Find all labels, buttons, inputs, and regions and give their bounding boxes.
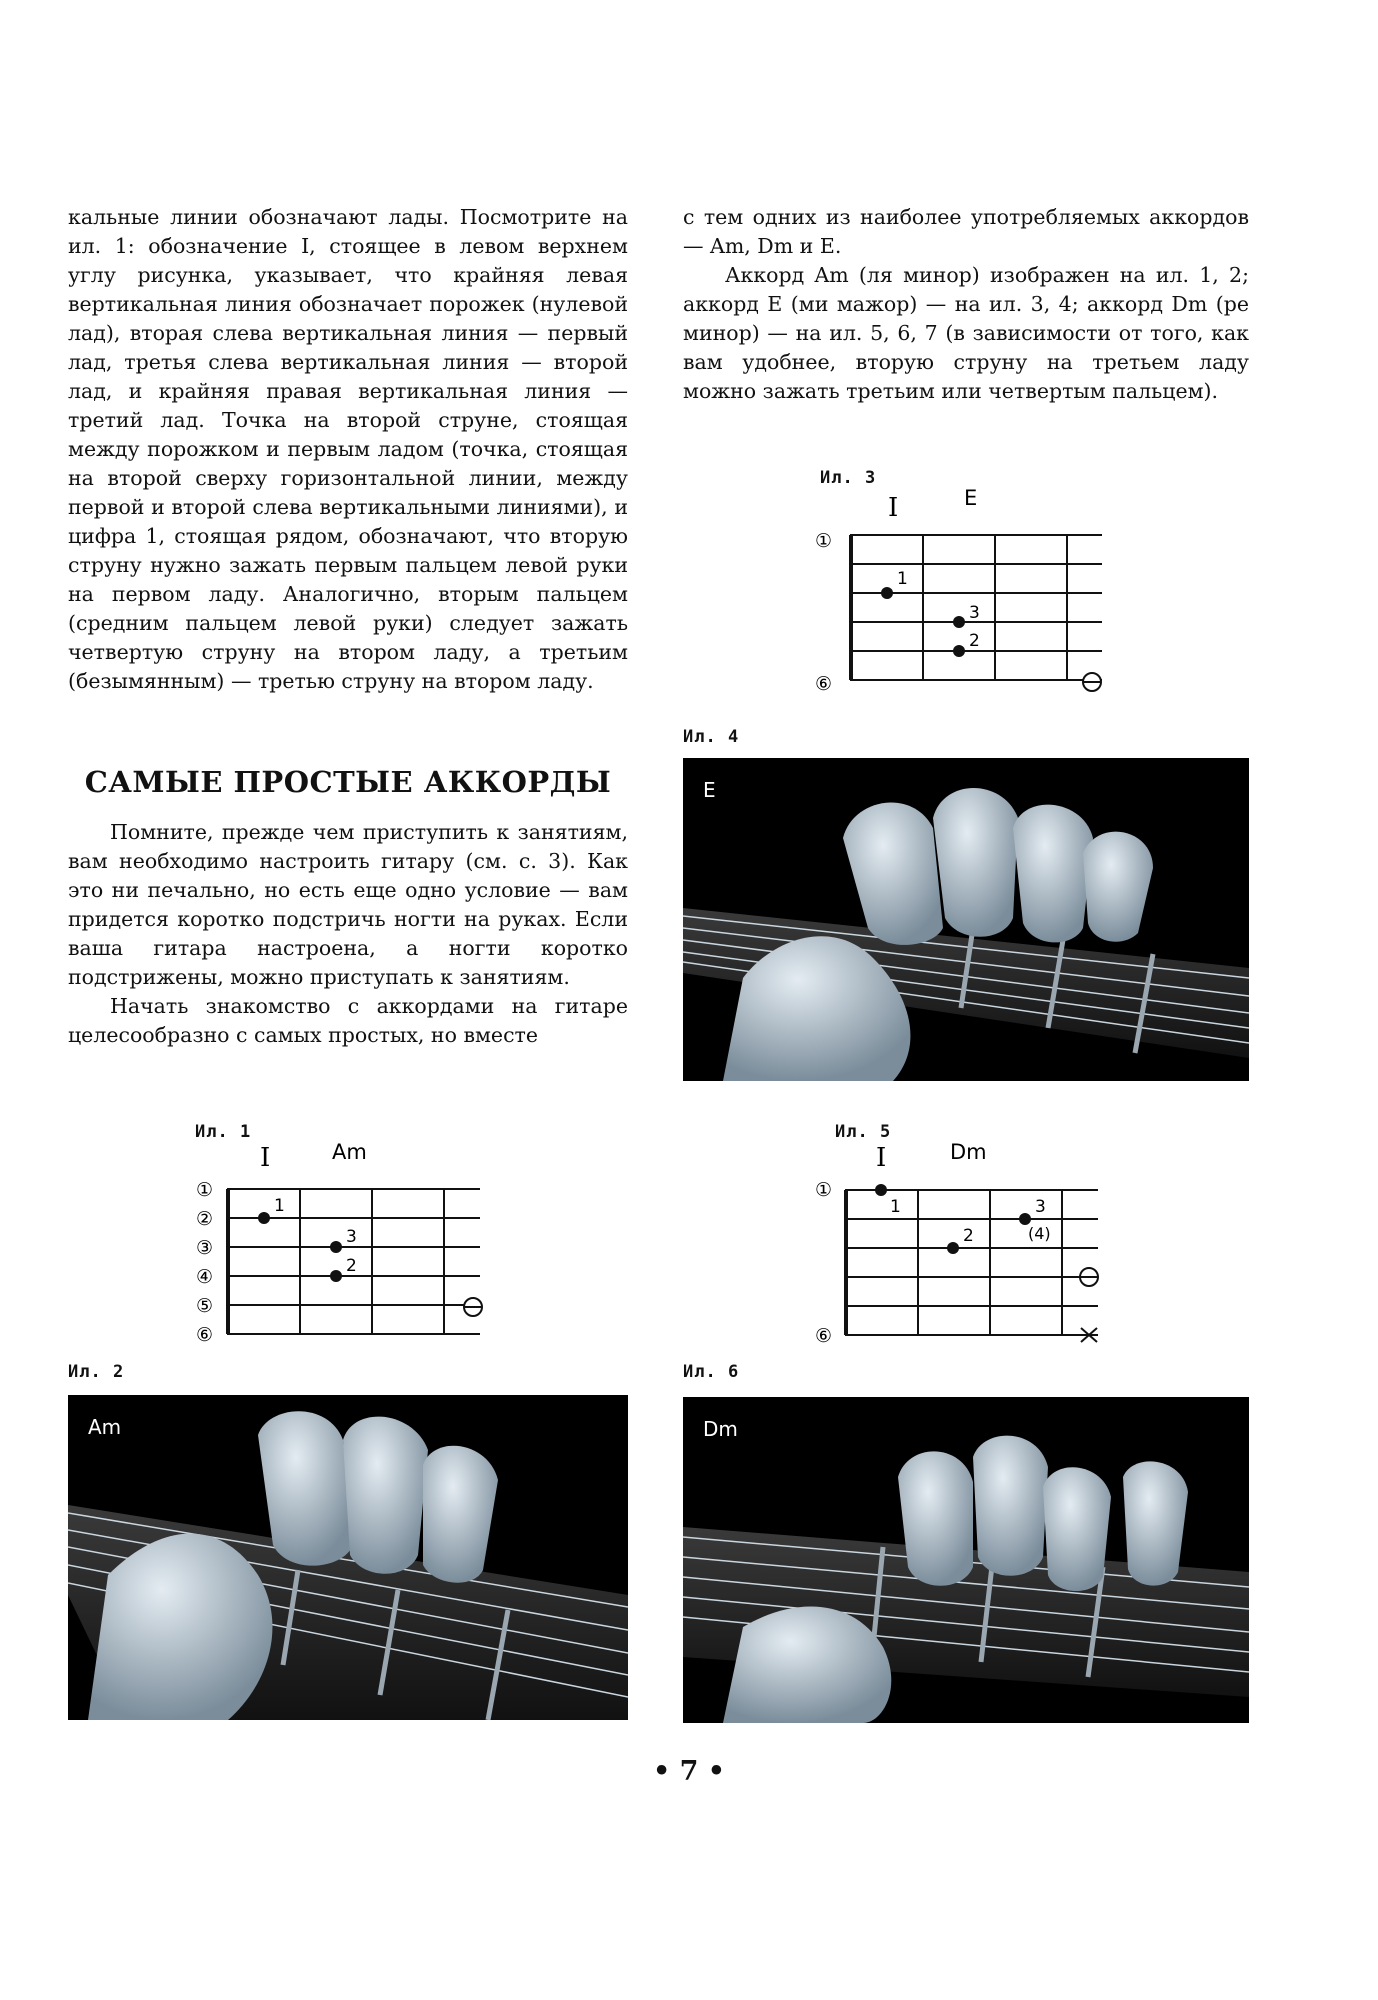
right-column-text <box>683 203 1249 406</box>
finger-dot <box>881 587 893 599</box>
left-column-text <box>68 203 628 696</box>
figure-caption: Ил. 6 <box>683 1362 740 1382</box>
figure-caption: Ил. 5 <box>835 1122 892 1142</box>
photo-chord-label: Am <box>88 1415 122 1439</box>
finger-dot <box>330 1270 342 1282</box>
finger-dot <box>258 1212 270 1224</box>
finger-number: 2 <box>963 1226 974 1246</box>
figure-caption: Ил. 1 <box>195 1122 252 1142</box>
paragraph: с тем одних из наиболее употребляемых аккордов — Am, Dm и E. <box>683 205 1249 258</box>
string-label: ① <box>196 1179 214 1201</box>
finger-number: 3 <box>969 603 980 623</box>
fretboard-grid <box>845 1190 1098 1335</box>
photo-chord-label: E <box>703 778 716 802</box>
finger-number: 3 <box>346 1227 357 1247</box>
finger-number: 2 <box>969 631 980 651</box>
paragraph: Помните, прежде чем приступить к занятиям, вам необходимо настроить гитару (см. с. 3). Как это ни печально, но есть еще одно условие — вам придется коротко подстричь ногти на руках. Если ваша гитара настроена, а ногти коротко подстрижены, можно приступать к занятиям. <box>68 820 628 989</box>
finger-number: 1 <box>274 1196 285 1216</box>
finger-number: 3 <box>1035 1197 1046 1217</box>
photo-e-chord <box>683 758 1249 1081</box>
finger-number: 1 <box>890 1197 901 1217</box>
chord-diagram-e <box>810 480 1110 700</box>
string-label: ① <box>815 1179 833 1201</box>
section-heading: САМЫЕ ПРОСТЫЕ АККОРДЫ <box>84 765 612 799</box>
string-label: ② <box>196 1208 214 1230</box>
string-labels <box>196 1179 213 1346</box>
finger-dot <box>953 645 965 657</box>
paragraph: Аккорд Am (ля минор) изображен на ил. 1, 2; аккорд E (ми мажор) — на ил. 3, 4; аккорд Dm (ре минор) — на ил. 5, 6, 7 (в зависимости от того, как вам удобнее, вторую струну на третьем ладу можно зажать третьим или четвертым пальцем). <box>683 263 1249 403</box>
finger-dot <box>875 1184 887 1196</box>
string-label: ⑥ <box>815 673 833 695</box>
finger-dot <box>953 616 965 628</box>
chord-name: Dm <box>950 1140 987 1164</box>
photo-chord-label: Dm <box>703 1417 738 1441</box>
figure-caption: Ил. 4 <box>683 727 740 747</box>
position-mark: I <box>888 493 899 523</box>
position-mark: I <box>876 1143 887 1173</box>
position-mark: I <box>260 1143 271 1173</box>
string-label: ① <box>815 530 833 552</box>
left-column-text-2 <box>68 818 628 1050</box>
paragraph: Начать знакомство с аккордами на гитаре целесообразно с самых простых, но вместе <box>68 994 628 1047</box>
photo-am-chord <box>68 1395 628 1720</box>
string-label: ④ <box>196 1266 214 1288</box>
string-label: ⑥ <box>815 1325 833 1347</box>
finger-number-alt: (4) <box>1028 1224 1051 1243</box>
figure-caption: Ил. 3 <box>820 468 877 488</box>
figure-caption: Ил. 2 <box>68 1362 125 1382</box>
string-label: ⑤ <box>196 1295 214 1317</box>
finger-dot <box>330 1241 342 1253</box>
finger-number: 1 <box>897 569 908 589</box>
chord-name: Am <box>332 1140 367 1164</box>
finger-dot <box>947 1242 959 1254</box>
string-label: ⑥ <box>196 1324 214 1346</box>
finger-number: 2 <box>346 1256 357 1276</box>
photo-dm-chord <box>683 1397 1249 1723</box>
chord-diagram-am <box>192 1132 492 1352</box>
paragraph: кальные линии обозначают лады. Посмотрите на ил. 1: обозначение I, стоящее в левом верхнем углу рисунка, указывает, что крайняя левая вертикальная линия обозначает порожек (нулевой лад), вторая слева вертикальная линия — первый лад, третья слева вертикальная линия — второй лад, и крайняя правая вертикальная линия — третий лад. Точка на второй струне, стоящая между порожком и первым ладом (точка, стоящая на второй сверху горизонтальной линии, между первой и второй слева вертикальными линиями), и цифра 1, стоящая рядом, обозначают, что вторую струну нужно зажать первым пальцем левой руки на первом ладу. Аналогично, вторым пальцем (средним пальцем левой руки) следует зажать четвертую струну на втором ладу, а третьим (безымянным) — третью струну на втором ладу. <box>68 205 628 693</box>
chord-name: E <box>964 486 978 510</box>
string-label: ③ <box>196 1237 214 1259</box>
chord-diagram-dm <box>810 1132 1110 1352</box>
page-number: • 7 • <box>652 1756 726 1787</box>
